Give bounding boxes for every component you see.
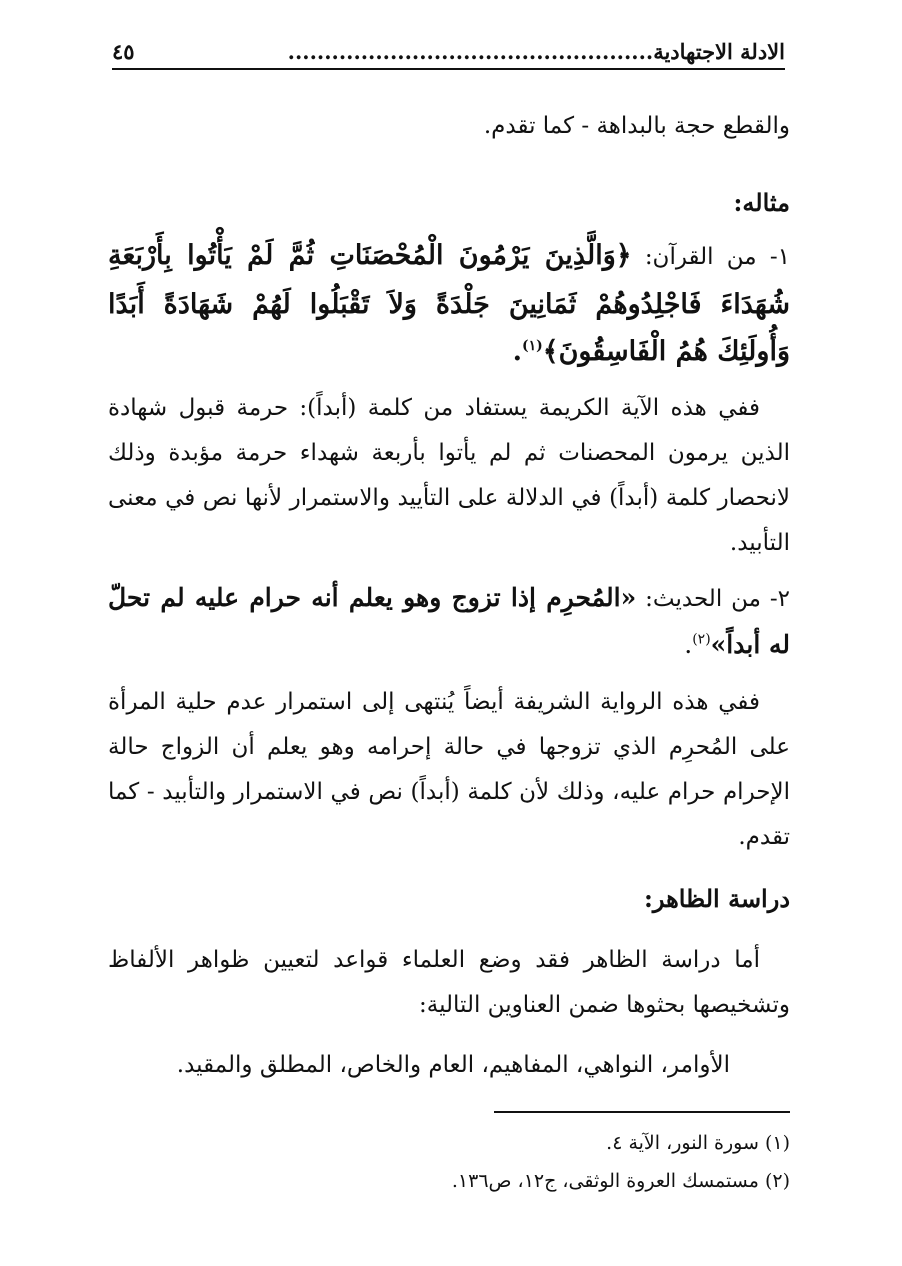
item-1-end: . (512, 336, 522, 367)
page-number: ٤٥ (112, 39, 135, 64)
running-head-leader: .................................................. (287, 39, 654, 64)
footnote-1: (١) سورة النور، الآية ٤. (606, 1132, 790, 1154)
running-head (112, 30, 785, 70)
running-head-title: الادلة الاجتهادية (653, 39, 785, 64)
item-1-lead: ١- من القرآن: (631, 244, 790, 270)
paragraph-4: أما دراسة الظاهر فقد وضع العلماء قواعد لتعيين ظواهر الألفاظ وتشخيصها بحثوها ضمن العناوين التالية: (108, 947, 790, 1018)
item-2-end: . (684, 630, 693, 659)
quran-example (108, 232, 790, 375)
paragraph-1: والقطع حجة بالبداهة - كما تقدم. (483, 113, 790, 139)
hadith-quote: «المُحرِم إذا تزوج وهو يعلم أنه حرام عليه لم تحلّ له أبداً» (108, 583, 790, 659)
example-heading: مثاله: (733, 188, 790, 217)
paragraph-5: الأوامر، النواهي، المفاهيم، العام والخاص، المطلق والمقيد. (176, 1052, 730, 1078)
paragraph-3: ففي هذه الرواية الشريفة أيضاً يُنتهى إلى استمرار عدم حلية المرأة على المُحرِم الذي تزوجها في حالة إحرامه وهو يعلم أن الزواج حالة الإحرام حرام عليه، وذلك لأن كلمة (أبداً) نص في الاستمرار والتأبيد - كما تقدم. (108, 689, 790, 850)
footnotes (108, 1124, 790, 1200)
footnote-ref-1: (١) (522, 338, 543, 354)
quran-verse: ﴿وَالَّذِينَ يَرْمُونَ الْمُحْصَنَاتِ ثُمَّ لَمْ يَأْتُوا بِأَرْبَعَةِ شُهَدَاءَ فَاجْلِدُوهُمْ ثَمَانِينَ جَلْدَةً وَلاَ تَقْبَلُوا لَهُمْ شَهَادَةً أَبَدًا وَأُولَئِكَ هُمُ الْفَاسِقُونَ﴾ (108, 240, 790, 367)
footnote-2: (٢) مستمسك العروة الوثقى، ج١٢، ص١٣٦. (451, 1170, 790, 1192)
study-heading: دراسة الظاهر: (643, 884, 790, 913)
paragraph-2: ففي هذه الآية الكريمة يستفاد من كلمة (أبداً): حرمة قبول شهادة الذين يرمون المحصنات ثم لم يأتوا بأربعة شهداء حرمة مؤبدة وذلك لانحصار كلمة (أبداً) في الدلالة على التأييد والاستمرار لأنها نص في معنى التأبيد. (108, 395, 790, 556)
footnote-ref-2: (٢) (692, 631, 711, 648)
item-2-lead: ٢- من الحديث: (636, 586, 790, 612)
hadith-example (108, 575, 790, 667)
footnote-separator (494, 1111, 790, 1113)
